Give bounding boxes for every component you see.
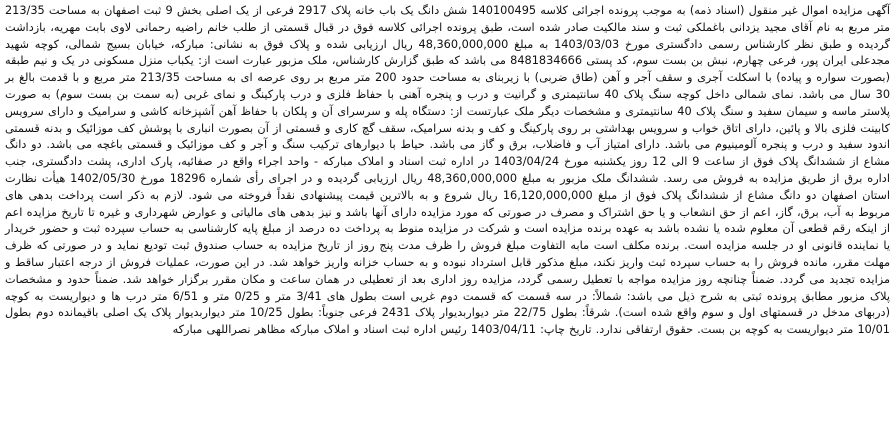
auction-notice-text: آگهی مزایده اموال غیر منقول (اسناد ذمه) به موجب پرونده اجرائی کلاسه 140100495 شش دانگ یک باب خانه پلاک 2917 فرعی از یک اصلی بخش 9 ثبت اصفهان به مساحت 213/35 متر مربع به نام آقای مجید یزدانی باغملکی ثبت و سند مالکیت صادر شده است، طبق پرونده اجرائی کلاسه فوق در قبال قسمتی از طلب خانم راضیه رحمانی لاوی بابت مهریه، بازداشت گردیده و طبق نظر کارشناس رسمی دادگستری مورخ 1403/03/03 به مبلغ 48,360,000,000 ریال ارزیابی شده و پلاک فوق به نشانی: مبارکه، خیابان بسیج شمالی، کوچه شهید مجدعلی ایران پور، فرعی چهارم، نبش بن بست سوم، کد پستی 8481834666 می باشد که طبق گزارش کارشناس، ملک مزبور عبارت است از: یکباب منزل مسکونی در یک و نیم طبقه (بصورت سواره و پیاده) با اسکلت آجری و سقف آجر و آهن (طاق ضربی) با زیربنای به مساحت حدود 200 متر مربع بر روی عرصه ای به مساحت 213/35 متر مربع و با قدمت بالغ بر 30 سال می باشد. نمای شمالی داخل کوچه سنگ پلاک 40 سانتیمتری و گرانیت و درب و پنجره آهنی با حفاظ فلزی و درب پارکینگ و نمای غربی (به سمت بن بست سوم) به صورت پلاستر ماسه و سیمان سفید و سنگ پلاک 40 سانتیمتری و مشخصات دیگر ملک عبارتست از: دستگاه پله و سرسرای آن و پلکان با حفاظ آهن آشپزخانه کاشی و سرامیک و دارای سرویس کابینت فلزی بالا و پائین، دارای اتاق خواب و سرویس بهداشتی بر روی پارکینگ و کف و بدنه سرامیک، سقف گچ کاری و قسمتی از آن بصورت انباری با پوشش کف موزائیک و بدنه قسمتی اندود سفید و درب و پنجره آلومینیوم می باشد. دارای امتیاز آب و فاضلاب، برق و گاز می باشد. حیاط با دیوارهای ترکیب سنگ و آجر و کف موزائیک و قسمتی باغچه می باشد. دو دانگ مشاع از ششدانگ پلاک فوق از ساعت 9 الی 12 روز یکشنبه مورخ 1403/04/24 در اداره ثبت اسناد و املاک مبارکه - واحد اجراء واقع در صفائیه، پارک اداری، پشت دادگستری، جنب اداره برق از طریق مزایده به فروش می رسد. ششدانگ ملک مزبور به مبلغ 48,360,000,000 ریال ارزیابی گردیده و در اجرای رأی شماره 18296 مورخ 1402/05/30 هیأت نظارت استان اصفهان دو دانگ مشاع از ششدانگ پلاک فوق از مبلغ 16,120,000,000 ریال شروع و به بالاترین قیمت پیشنهادی نقداً فروخته می شود. لازم به ذکر است پرداخت بدهی های مربوط به آب، برق، گاز، اعم از حق انشعاب و یا حق اشتراک و مصرف در صورتی که مورد مزایده دارای آنها باشد و نیز بدهی های مالیاتی و عوارض شهرداری و غیره تا تاریخ مزایده اعم از اینکه رقم قطعی آن معلوم شده یا نشده باشد به عهده برنده مزایده است و شرکت در مزایده منوط به پرداخت ده درصد از مبلغ پایه کارشناسی به حساب سپرده ثبت و حضور خریدار یا نماینده قانونی او در جلسه مزایده است. برنده مکلف است مابه التفاوت مبلغ فروش را ظرف مدت پنج روز از تاریخ مزایده به حساب صندوق ثبت تودیع نماید و در صورتی که ظرف مهلت مقرر، مانده فروش را به حساب سپرده ثبت واریز نکند، مبلغ مذکور قابل استرداد نبوده و به حساب خزانه واریز خواهد شد. در این صورت، عملیات فروش از درجه اعتبار ساقط و مزایده تجدید می گردد. ضمناً چنانچه روز مزایده مواجه با تعطیل رسمی گردد، مزایده روز اداری بعد از تعطیلی در همان ساعت و مکان مقرر برگزار خواهد شد. ضمناً حدود و مشخصات پلاک مزبور مطابق پرونده ثبتی به شرح ذیل می باشد: شمالاً: در سه قسمت که قسمت دوم غربی است بطول های 3/41 متر و 0/25 متر و 6/51 متر درب ها و دیواریست به کوچه (دربهای مدخل در قسمتهای اول و سوم واقع شده است). شرقاً: بطول 22/75 متر دیواربدیوار پلاک 2431 فرعی جنوباً: بطول 10/25 متر دیواربدیوار پلاک یک اصلی باقیمانده دوم بطول 10/01 متر دیواریست به کوچه بن بست. حقوق ارتفاقی ندارد. تاریخ چاپ: 1403/04/11 رئیس اداره ثبت اسناد و املاک مبارکه مظاهر نصراللهی مبارکه xyxy=(5,4,891,337)
